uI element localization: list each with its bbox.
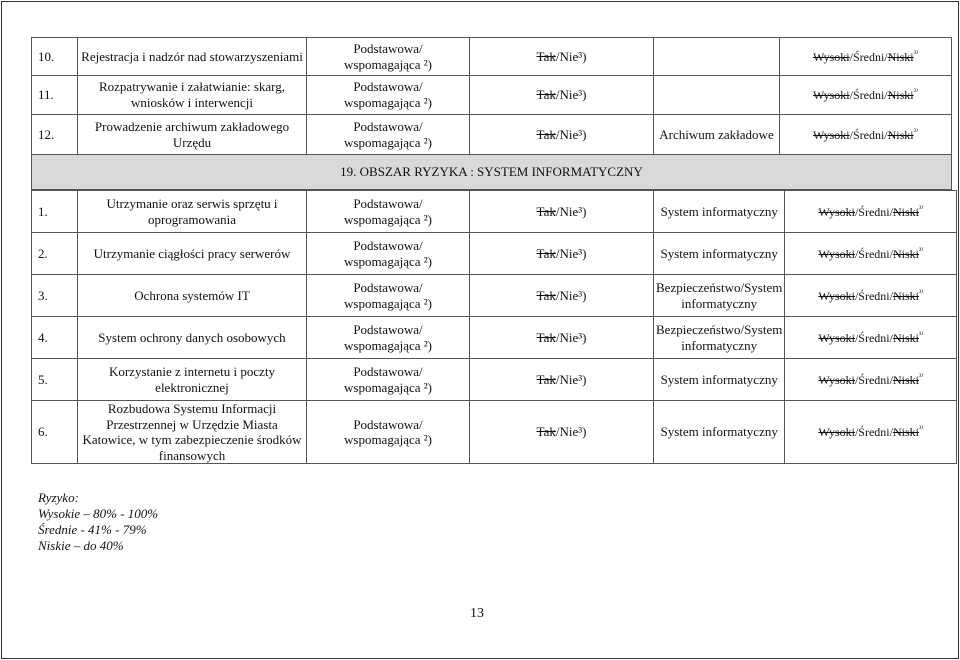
task-text: Rozbudowa Systemu Informacji Przestrzennej w Urzędzie Miasta Katowice, w tym zabezpieczenie środków finansowych [82,401,302,463]
system-cell [654,317,785,359]
type-primary: Podstawowa/ [353,237,423,253]
bottom-table [31,190,957,464]
type-cell [307,317,470,359]
system-text: Bezpieczeństwo/System informatyczny [656,279,783,311]
risk-legend [38,490,158,554]
row-number: 6. [32,401,78,464]
risk-high-struck: Wysoki [818,246,855,261]
type-primary: Podstawowa/ [353,79,423,95]
task-text: Rozpatrywanie i załatwianie: skarg, wniosków i interwencji [98,79,286,110]
risk-footnote: ³⁾ [918,287,924,297]
system-text: System informatyczny [660,371,778,387]
risk-low-struck: Niski [892,372,919,387]
risk-cell [785,275,957,317]
yes-struck: Tak [536,424,556,440]
risk-cell [785,359,957,401]
yes-no-cell [470,233,654,275]
risk-low-struck: Niski [892,425,919,440]
yes-no-cell [470,359,654,401]
risk-low-struck: Niski [892,330,919,345]
no-value: /Nie³) [555,287,587,303]
risk-cell [785,191,957,233]
risk-cell [780,76,952,115]
task-text: Ochrona systemów IT [134,287,250,303]
risk-cell [785,233,957,275]
type-secondary: wspomagająca ²) [344,337,432,353]
task-text: System ochrony danych osobowych [98,329,286,345]
task-cell [78,38,307,76]
risk-low-struck: Niski [892,246,919,261]
table-row [32,191,957,233]
risk-high-struck: Wysoki [818,288,855,303]
task-cell [78,233,307,275]
system-cell [654,275,785,317]
system-text: System informatyczny [660,424,778,440]
section-banner-table [31,154,952,190]
yes-no-cell [470,191,654,233]
type-cell [307,359,470,401]
yes-struck: Tak [536,126,556,142]
system-text: System informatyczny [660,203,778,219]
risk-cell [780,38,952,76]
system-cell [654,233,785,275]
risk-low-struck: Niski [887,49,914,64]
type-primary: Podstawowa/ [353,279,423,295]
legend-medium: Średnie - 41% - 79% [38,522,147,537]
yes-struck: Tak [536,287,556,303]
task-cell [78,115,307,155]
system-cell [654,38,780,76]
type-secondary: wspomagająca ²) [344,253,432,269]
no-value: /Nie³) [555,329,587,345]
no-value: /Nie³) [555,87,587,103]
no-value: /Nie³) [555,48,587,64]
yes-no-cell [470,401,654,464]
risk-high-struck: Wysoki [818,425,855,440]
risk-footnote: ³⁾ [918,371,924,381]
risk-high-struck: Wysoki [813,88,850,103]
type-primary: Podstawowa/ [353,363,423,379]
risk-medium: /Średni/ [854,288,893,303]
risk-medium: /Średni/ [854,204,893,219]
yes-struck: Tak [536,329,556,345]
type-primary: Podstawowa/ [353,195,423,211]
risk-footnote: ³⁾ [913,48,918,58]
type-secondary: wspomagająca ²) [344,95,432,110]
risk-medium: /Średni/ [854,372,893,387]
task-text: Korzystanie z internetu i poczty elektronicznej [108,363,276,395]
row-number: 10. [32,38,78,76]
table-row [32,275,957,317]
risk-cell [780,115,952,155]
type-secondary: wspomagająca ²) [344,134,432,150]
yes-struck: Tak [536,203,556,219]
yes-no-cell [470,76,654,115]
table-row [32,233,957,275]
no-value: /Nie³) [555,203,587,219]
system-text: System informatyczny [660,245,778,261]
type-primary: Podstawowa/ [353,40,423,56]
task-cell [78,359,307,401]
task-cell [78,275,307,317]
risk-high-struck: Wysoki [818,372,855,387]
task-cell [78,317,307,359]
legend-title: Ryzyko: [38,490,79,505]
task-text: Utrzymanie ciągłości pracy serwerów [93,245,291,261]
page-number: 13 [470,606,484,621]
risk-high-struck: Wysoki [813,127,850,142]
risk-medium: /Średni/ [854,425,893,440]
row-number: 12. [32,115,78,155]
yes-no-cell [470,275,654,317]
row-number: 3. [32,275,78,317]
risk-high-struck: Wysoki [818,204,855,219]
top-table [31,37,952,155]
risk-cell [785,401,957,464]
risk-footnote: ³⁾ [918,424,924,434]
yes-struck: Tak [536,245,556,261]
type-secondary: wspomagająca ²) [344,211,432,227]
system-cell [654,191,785,233]
system-cell [654,115,780,155]
system-text: Archiwum zakładowe [659,126,774,142]
yes-struck: Tak [536,371,556,387]
section-title: 19. OBSZAR RYZYKA : SYSTEM INFORMATYCZNY [32,155,952,190]
risk-footnote: ³⁾ [918,329,924,339]
row-number: 5. [32,359,78,401]
risk-medium: /Średni/ [849,127,888,142]
type-cell [307,191,470,233]
type-secondary: wspomagająca ²) [344,379,432,395]
no-value: /Nie³) [555,126,587,142]
no-value: /Nie³) [555,424,587,440]
type-cell [307,401,470,464]
yes-struck: Tak [536,87,556,103]
type-secondary: wspomagająca ²) [344,295,432,311]
no-value: /Nie³) [555,371,587,387]
type-cell [307,38,470,76]
type-cell [307,275,470,317]
type-cell [307,233,470,275]
yes-no-cell [470,38,654,76]
table-row [32,317,957,359]
row-number: 4. [32,317,78,359]
task-text: Utrzymanie oraz serwis sprzętu i oprogramowania [106,195,278,227]
task-cell [78,76,307,115]
yes-no-cell [470,317,654,359]
risk-medium: /Średni/ [854,330,893,345]
risk-high-struck: Wysoki [818,330,855,345]
risk-footnote: ³⁾ [918,203,924,213]
table-row [32,76,952,115]
type-primary: Podstawowa/ [353,118,423,134]
task-cell [78,401,307,464]
risk-medium: /Średni/ [849,88,888,103]
table-row [32,359,957,401]
type-cell [307,76,470,115]
no-value: /Nie³) [555,245,587,261]
type-secondary: wspomagająca ²) [344,432,432,448]
yes-struck: Tak [536,48,556,64]
type-primary: Podstawowa/ [353,416,423,432]
legend-high: Wysokie – 80% - 100% [38,506,159,521]
yes-no-cell [470,115,654,155]
risk-low-struck: Niski [892,204,919,219]
risk-low-struck: Niski [887,88,914,103]
system-cell [654,76,780,115]
risk-medium: /Średni/ [849,49,888,64]
task-text: Prowadzenie archiwum zakładowego Urzędu [94,118,290,150]
type-secondary: wspomagająca ²) [344,56,432,72]
table-row [32,401,957,464]
risk-high-struck: Wysoki [813,49,850,64]
system-text: Bezpieczeństwo/System informatyczny [656,321,783,353]
type-cell [307,115,470,155]
system-cell [654,401,785,464]
legend-low: Niskie – do 40% [38,538,124,553]
risk-low-struck: Niski [887,127,914,142]
task-text: Rejestracja i nadzór nad stowarzyszeniami [81,48,303,64]
row-number: 11. [32,76,78,115]
risk-footnote: ³⁾ [918,245,924,255]
row-number: 2. [32,233,78,275]
system-cell [654,359,785,401]
table-row [32,38,952,76]
task-cell [78,191,307,233]
risk-footnote: ³⁾ [913,87,918,97]
risk-medium: /Średni/ [854,246,893,261]
type-primary: Podstawowa/ [353,321,423,337]
row-number: 1. [32,191,78,233]
risk-cell [785,317,957,359]
table-row [32,115,952,155]
risk-low-struck: Niski [892,288,919,303]
risk-footnote: ³⁾ [913,126,918,136]
